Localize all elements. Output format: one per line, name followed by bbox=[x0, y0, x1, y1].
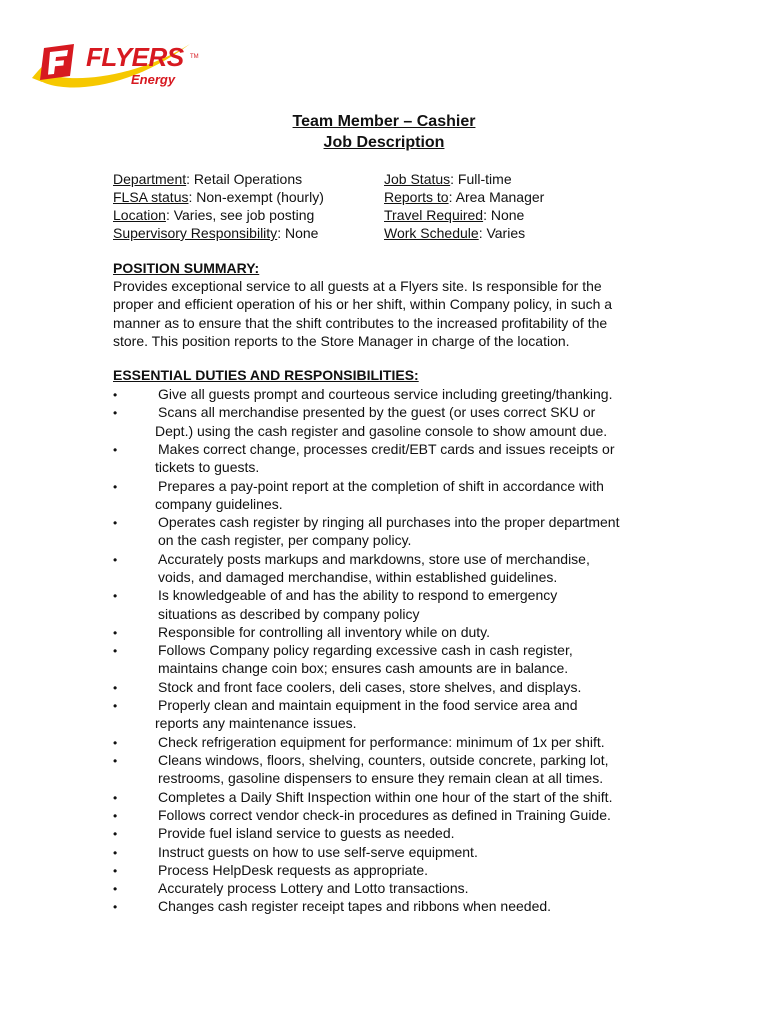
bullet-icon: • bbox=[113, 442, 118, 457]
duty-item bbox=[113, 586, 673, 623]
duty-item bbox=[113, 641, 673, 678]
duty-text: reports any maintenance issues. bbox=[155, 715, 357, 732]
duty-item bbox=[113, 733, 673, 751]
summary-line: proper and efficient operation of his or her shift, within Company policy, in such a bbox=[113, 296, 613, 313]
bullet-icon: • bbox=[113, 479, 118, 494]
duty-item bbox=[113, 861, 673, 879]
duty-text: Cleans windows, floors, shelving, counters, outside concrete, parking lot, bbox=[158, 752, 609, 768]
duty-text: Stock and front face coolers, deli cases, store shelves, and displays. bbox=[158, 678, 582, 695]
summary-line: manner as to ensure that the shift contributes to the increased profitability of the bbox=[113, 314, 608, 331]
duty-text: Accurately posts markups and markdowns, store use of merchandise, bbox=[158, 550, 590, 567]
duty-item bbox=[113, 403, 673, 440]
bullet-icon: • bbox=[113, 644, 118, 659]
duty-item bbox=[113, 751, 673, 788]
bullet-icon: • bbox=[113, 900, 118, 915]
supervisory-value: : None bbox=[277, 225, 319, 241]
duty-text: Changes cash register receipt tapes and ribbons when needed. bbox=[158, 898, 552, 915]
duty-item bbox=[113, 879, 673, 897]
bullet-icon: • bbox=[113, 625, 118, 640]
department-label: Department bbox=[113, 171, 187, 187]
schedule-label: Work Schedule bbox=[384, 225, 479, 241]
logo-subtitle: Energy bbox=[131, 72, 176, 87]
duty-text: Operates cash register by ringing all purchases into the proper department bbox=[158, 514, 620, 531]
location-value: : Varies, see job posting bbox=[165, 207, 315, 223]
flsa-value: : Non-exempt (hourly) bbox=[188, 189, 324, 205]
duty-text: Process HelpDesk requests as appropriate. bbox=[158, 861, 429, 878]
duty-item bbox=[113, 678, 673, 696]
reports-to-label: Reports to bbox=[384, 189, 449, 205]
job-status-value: : Full-time bbox=[450, 171, 512, 187]
bullet-icon: • bbox=[113, 863, 118, 878]
summary-line: store. This position reports to the Store Manager in charge of the location. bbox=[113, 332, 570, 349]
duty-text: Properly clean and maintain equipment in the food service area and bbox=[158, 697, 578, 714]
duty-text: Completes a Daily Shift Inspection within one hour of the start of the shift. bbox=[158, 788, 613, 805]
duty-item bbox=[113, 550, 673, 587]
flsa-row bbox=[113, 188, 324, 206]
duty-item bbox=[113, 843, 673, 861]
duty-text: situations as described by company policy bbox=[158, 605, 420, 622]
duty-text: company guidelines. bbox=[155, 495, 283, 512]
duty-text: Give all guests prompt and courteous service including greeting/thanking. bbox=[158, 386, 613, 402]
duty-text: Makes correct change, processes credit/EBT cards and issues receipts or bbox=[158, 440, 615, 457]
flyers-energy-logo bbox=[30, 38, 202, 98]
location-label: Location bbox=[113, 207, 166, 223]
bullet-icon: • bbox=[113, 754, 118, 768]
summary-line: Provides exceptional service to all guests at a Flyers site. Is responsible for the bbox=[113, 278, 602, 294]
logo-wordmark: FLYERS bbox=[86, 42, 184, 72]
duties-heading: ESSENTIAL DUTIES AND RESPONSIBILITIES: bbox=[113, 367, 419, 383]
position-summary-heading: POSITION SUMMARY: bbox=[113, 260, 260, 276]
location-row bbox=[113, 206, 314, 224]
bullet-icon: • bbox=[113, 699, 118, 714]
duty-item bbox=[113, 477, 673, 514]
flsa-label: FLSA status bbox=[113, 189, 189, 205]
bullet-icon: • bbox=[113, 827, 118, 842]
travel-label: Travel Required bbox=[384, 207, 484, 223]
duty-text: Follows Company policy regarding excessive cash in cash register, bbox=[158, 642, 573, 659]
duty-text: Responsible for controlling all inventory while on duty. bbox=[158, 623, 491, 640]
schedule-value: : Varies bbox=[478, 225, 526, 241]
bullet-icon: • bbox=[113, 388, 118, 402]
duty-text: Dept.) using the cash register and gasoline console to show amount due. bbox=[155, 422, 608, 439]
duty-text: Follows correct vendor check-in procedures as defined in Training Guide. bbox=[158, 806, 611, 823]
bullet-icon: • bbox=[113, 735, 118, 750]
reports-to-value: : Area Manager bbox=[448, 189, 545, 205]
logo-trademark: TM bbox=[190, 54, 199, 60]
duty-text: maintains change coin box; ensures cash amounts are in balance. bbox=[158, 660, 569, 677]
duty-item bbox=[113, 696, 673, 733]
duty-text: voids, and damaged merchandise, within established guidelines. bbox=[158, 568, 558, 585]
duty-item bbox=[113, 824, 673, 842]
travel-value: : None bbox=[483, 207, 525, 223]
duty-item bbox=[113, 897, 673, 915]
duty-item bbox=[113, 623, 673, 641]
bullet-icon: • bbox=[113, 845, 118, 860]
duty-text: on the cash register, per company policy. bbox=[158, 532, 412, 549]
duty-text: Accurately process Lottery and Lotto transactions. bbox=[158, 880, 469, 897]
schedule-row bbox=[384, 224, 525, 242]
duty-text: Check refrigeration equipment for performance: minimum of 1x per shift. bbox=[158, 733, 605, 750]
position-summary-text bbox=[113, 277, 673, 350]
bullet-icon: • bbox=[113, 516, 118, 531]
bullet-icon: • bbox=[113, 406, 118, 421]
bullet-icon: • bbox=[113, 680, 118, 695]
duty-text: Prepares a pay-point report at the completion of shift in accordance with bbox=[158, 477, 604, 494]
supervisory-row bbox=[113, 224, 318, 242]
bullet-icon: • bbox=[113, 589, 118, 604]
duty-item bbox=[113, 385, 673, 403]
document-title: Team Member – Cashier bbox=[292, 113, 476, 130]
bullet-icon: • bbox=[113, 882, 118, 897]
bullet-icon: • bbox=[113, 790, 118, 805]
duty-item bbox=[113, 513, 673, 550]
document-subtitle: Job Description bbox=[323, 134, 445, 151]
duty-text: Is knowledgeable of and has the ability to respond to emergency bbox=[158, 587, 558, 604]
department-row bbox=[113, 170, 302, 188]
travel-row bbox=[384, 206, 524, 224]
duty-text: restrooms, gasoline dispensers to ensure they remain clean at all times. bbox=[158, 770, 604, 787]
duty-item bbox=[113, 806, 673, 824]
duty-text: tickets to guests. bbox=[155, 459, 260, 476]
reports-to-row bbox=[384, 188, 544, 206]
duty-text: Provide fuel island service to guests as needed. bbox=[158, 825, 455, 842]
duty-item bbox=[113, 788, 673, 806]
supervisory-label: Supervisory Responsibility bbox=[113, 225, 278, 241]
bullet-icon: • bbox=[113, 552, 118, 567]
duty-text: Instruct guests on how to use self-serve equipment. bbox=[158, 843, 478, 860]
bullet-icon: • bbox=[113, 808, 118, 823]
duty-item bbox=[113, 440, 673, 477]
duty-text: Scans all merchandise presented by the guest (or uses correct SKU or bbox=[158, 404, 596, 421]
job-status-label: Job Status bbox=[384, 171, 451, 187]
department-value: : Retail Operations bbox=[186, 171, 303, 187]
job-status-row bbox=[384, 170, 512, 188]
